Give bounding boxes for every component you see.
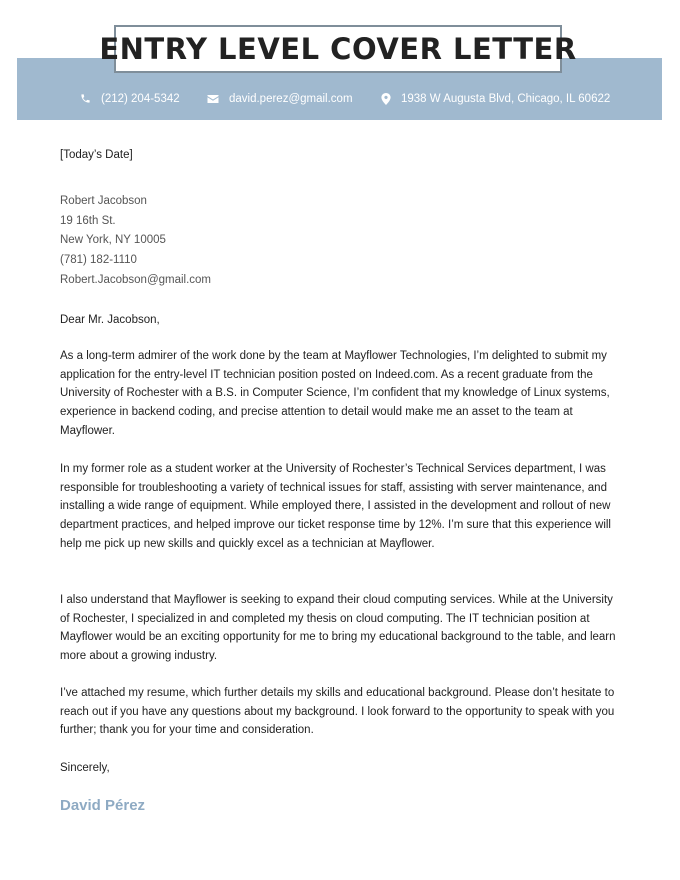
contact-email-text: david.perez@gmail.com — [229, 92, 353, 105]
recipient-email: Robert.Jacobson@gmail.com — [60, 273, 212, 286]
recipient-phone: (781) 182-1110 — [60, 254, 137, 267]
phone-icon — [80, 93, 91, 104]
recipient-city: New York, NY 10005 — [60, 234, 166, 247]
contact-email — [207, 92, 353, 105]
salutation: Dear Mr. Jacobson, — [60, 314, 160, 326]
map-pin-icon — [381, 93, 391, 105]
body-paragraph-2: In my former role as a student worker at the University of Rochester’s Technical Services department, I was responsible for troubleshooting a variety of technical issues for staff, assisting with server maintenance, and installing a wide range of equipment. While employed there, I assisted in the development and rollout of new department practices, and helped improve our ticket response time by 12%. I’m sure that this experience will help me pick up new skills and quickly excel as a technician at Mayflower. — [60, 463, 611, 550]
contact-address — [381, 92, 611, 105]
envelope-icon — [207, 94, 219, 104]
closing: Sincerely, — [60, 762, 110, 774]
body-paragraph-3: I also understand that Mayflower is seeking to expand their cloud computing services. While at the University of Rochester, I specialized in and completed my thesis on cloud computing. The IT technician position at Mayflower would be an exciting opportunity for me to bring my educational background to the table, and learn more about a growing industry. — [60, 594, 616, 663]
body-paragraph-1: As a long-term admirer of the work done by the team at Mayflower Technologies, I’m delighted to submit my application for the entry-level IT technician position posted on Indeed.com. As a recent graduate from the University of Rochester with a B.S. in Computer Science, I’m confident that my knowledge of Linux systems, experience in backend coding, and precise attention to detail would make me an asset to the team at Mayflower. — [60, 350, 610, 437]
contact-phone-text: (212) 204-5342 — [101, 92, 180, 105]
recipient-block — [60, 192, 625, 291]
page-title: ENTRY LEVEL COVER LETTER — [99, 32, 577, 66]
contact-address-text: 1938 W Augusta Blvd, Chicago, IL 60622 — [401, 92, 611, 105]
recipient-name: Robert Jacobson — [60, 195, 147, 207]
signature: David Pérez — [60, 797, 146, 814]
title-box — [99, 25, 577, 73]
contact-phone — [80, 92, 180, 105]
body-paragraph-4: I’ve attached my resume, which further details my skills and educational background. Please don’t hesitate to reach out if you have any questions about my background. I look forward to the opportunity to speak with you further; thank you for your time and consideration. — [60, 687, 615, 737]
recipient-street: 19 16th St. — [60, 214, 116, 227]
letter-date: [Today’s Date] — [60, 149, 133, 161]
